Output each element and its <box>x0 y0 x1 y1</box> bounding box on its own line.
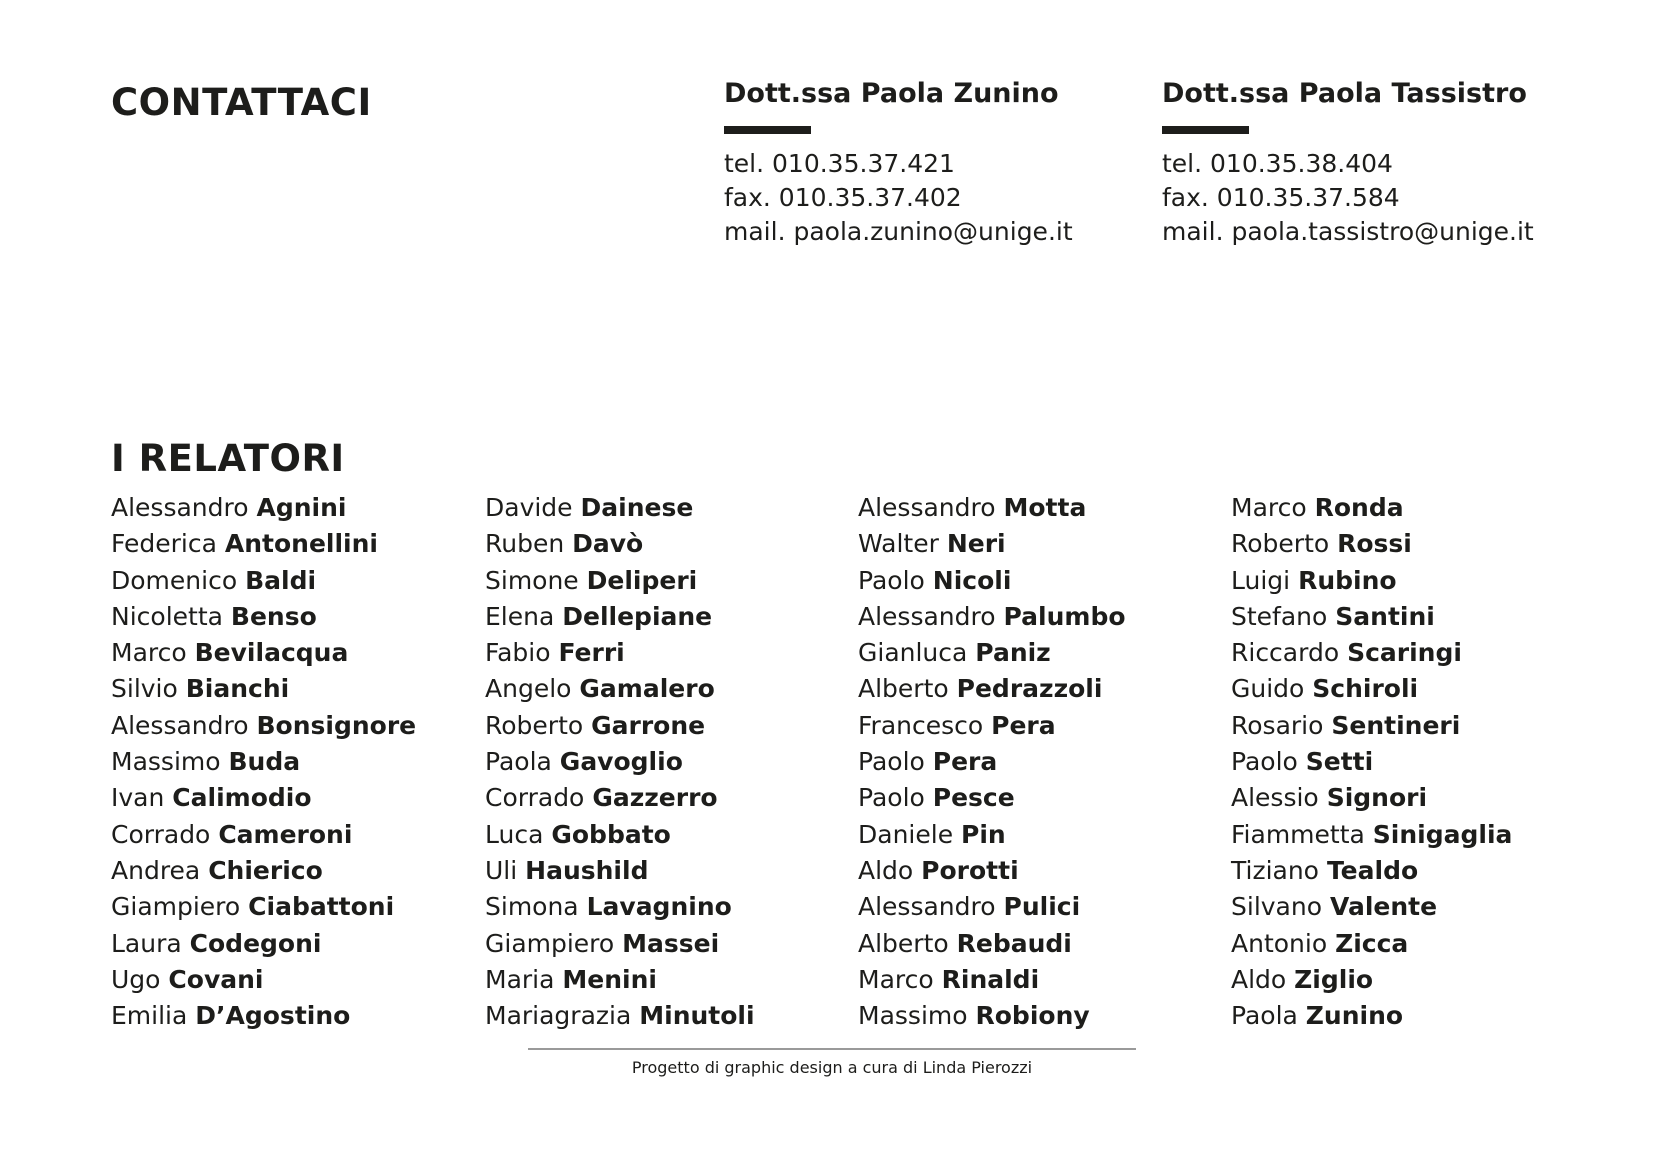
speaker-last-name: Gamalero <box>579 674 715 704</box>
speaker-first-name: Alberto <box>858 928 949 958</box>
speaker-last-name: Davò <box>572 529 644 559</box>
speaker-item <box>485 599 755 635</box>
speaker-last-name: Robiony <box>975 1001 1090 1031</box>
speaker-first-name: Luigi <box>1231 565 1291 595</box>
speaker-first-name: Alessandro <box>858 892 996 922</box>
speaker-item <box>111 599 416 635</box>
speaker-item <box>485 962 755 998</box>
speaker-item <box>858 962 1126 998</box>
speaker-item <box>111 962 416 998</box>
speaker-item <box>111 671 416 707</box>
speaker-item <box>485 817 755 853</box>
speaker-first-name: Alessandro <box>111 710 249 740</box>
speaker-item <box>485 889 755 925</box>
contact-phone: tel. 010.35.38.404 <box>1162 149 1393 178</box>
speaker-last-name: Garrone <box>591 710 706 740</box>
speaker-last-name: Buda <box>228 747 301 777</box>
speaker-last-name: Porotti <box>921 855 1019 885</box>
speaker-item <box>111 490 416 526</box>
speaker-item <box>485 708 755 744</box>
speaker-last-name: Minutoli <box>639 1001 755 1031</box>
speaker-last-name: Palumbo <box>1003 601 1126 631</box>
speaker-last-name: Pesce <box>932 783 1015 813</box>
speaker-last-name: Nicoli <box>932 565 1012 595</box>
speaker-last-name: Codegoni <box>189 928 322 958</box>
speaker-item <box>111 744 416 780</box>
speaker-first-name: Andrea <box>111 855 201 885</box>
speaker-first-name: Massimo <box>111 747 221 777</box>
speaker-item <box>1231 780 1512 816</box>
speaker-item <box>1231 599 1512 635</box>
speaker-item <box>1231 563 1512 599</box>
speaker-last-name: Dainese <box>580 493 694 522</box>
speaker-item <box>858 780 1126 816</box>
speaker-item <box>858 889 1126 925</box>
contact-card-tassistro <box>1162 80 1534 249</box>
speaker-first-name: Silvio <box>111 674 178 704</box>
speaker-item <box>858 853 1126 889</box>
speakers-column-4 <box>1231 490 1512 1034</box>
speaker-first-name: Giampiero <box>485 928 615 958</box>
speaker-first-name: Alessandro <box>858 601 996 631</box>
speaker-item <box>1231 671 1512 707</box>
speaker-first-name: Stefano <box>1231 601 1328 631</box>
speaker-first-name: Alessio <box>1231 783 1319 813</box>
speaker-first-name: Laura <box>111 928 182 958</box>
speaker-last-name: Menini <box>562 964 657 994</box>
contact-name: Dott.ssa Paola Zunino <box>724 78 1059 109</box>
speaker-item <box>111 926 416 962</box>
speaker-first-name: Aldo <box>1231 964 1287 994</box>
speaker-item <box>485 526 755 562</box>
speaker-first-name: Paolo <box>858 783 925 813</box>
speaker-last-name: Motta <box>1003 493 1087 522</box>
speaker-first-name: Federica <box>111 529 217 559</box>
speaker-first-name: Roberto <box>1231 529 1330 559</box>
contact-card-zunino <box>724 80 1073 249</box>
speaker-item <box>111 780 416 816</box>
speaker-item <box>111 817 416 853</box>
speaker-item <box>858 490 1126 526</box>
speaker-first-name: Aldo <box>858 855 914 885</box>
speaker-last-name: Paniz <box>975 638 1051 668</box>
contact-fax: fax. 010.35.37.402 <box>724 183 962 212</box>
speaker-last-name: Deliperi <box>586 565 698 595</box>
speaker-first-name: Silvano <box>1231 892 1323 922</box>
speaker-first-name: Daniele <box>858 819 954 849</box>
speaker-last-name: Scaringi <box>1347 638 1462 668</box>
speaker-last-name: Santini <box>1335 601 1435 631</box>
speaker-last-name: Bianchi <box>185 674 290 704</box>
speaker-first-name: Paola <box>485 747 552 777</box>
speaker-last-name: Bevilacqua <box>194 638 349 668</box>
speakers-section-title: I RELATORI <box>111 437 345 480</box>
contact-underline-bar <box>1162 126 1249 134</box>
speaker-first-name: Corrado <box>485 783 585 813</box>
speaker-item <box>485 635 755 671</box>
speaker-first-name: Elena <box>485 601 555 631</box>
speaker-item <box>1231 998 1512 1034</box>
speaker-item <box>485 563 755 599</box>
speaker-last-name: Sentineri <box>1331 710 1461 740</box>
speaker-last-name: Pera <box>991 710 1056 740</box>
speaker-first-name: Alberto <box>858 674 949 704</box>
speaker-item <box>485 926 755 962</box>
speaker-last-name: Benso <box>230 601 317 631</box>
speaker-item <box>1231 744 1512 780</box>
speaker-item <box>858 671 1126 707</box>
speaker-item <box>485 853 755 889</box>
speaker-first-name: Alessandro <box>111 493 249 522</box>
contact-fax: fax. 010.35.37.584 <box>1162 183 1400 212</box>
speaker-last-name: Rossi <box>1337 529 1412 559</box>
speaker-last-name: Tealdo <box>1326 855 1419 885</box>
speaker-first-name: Paolo <box>858 565 925 595</box>
speaker-first-name: Davide <box>485 493 573 522</box>
speaker-item <box>111 526 416 562</box>
speaker-item <box>858 635 1126 671</box>
speaker-first-name: Fiammetta <box>1231 819 1365 849</box>
speaker-first-name: Fabio <box>485 638 551 668</box>
speaker-last-name: Gavoglio <box>559 747 683 777</box>
speaker-item <box>111 635 416 671</box>
speaker-last-name: Haushild <box>525 855 649 885</box>
speaker-item <box>111 853 416 889</box>
speaker-last-name: Pin <box>961 819 1006 849</box>
speaker-item <box>1231 926 1512 962</box>
speaker-item <box>111 708 416 744</box>
speaker-last-name: Pedrazzoli <box>956 674 1103 704</box>
speaker-last-name: Zunino <box>1305 1001 1404 1031</box>
speaker-item <box>1231 526 1512 562</box>
speaker-item <box>485 490 755 526</box>
speaker-first-name: Marco <box>858 964 934 994</box>
speaker-item <box>858 599 1126 635</box>
speaker-first-name: Riccardo <box>1231 638 1340 668</box>
speaker-last-name: Pera <box>932 747 998 777</box>
speakers-column-3 <box>858 490 1126 1034</box>
speaker-last-name: Baldi <box>245 565 317 595</box>
speaker-last-name: Setti <box>1305 747 1374 777</box>
speaker-last-name: Bonsignore <box>256 710 417 740</box>
speaker-item <box>1231 853 1512 889</box>
speaker-item <box>1231 635 1512 671</box>
contact-email: mail. paola.zunino@unige.it <box>724 217 1073 246</box>
speaker-first-name: Maria <box>485 964 555 994</box>
speaker-item <box>485 744 755 780</box>
speaker-last-name: Ziglio <box>1294 964 1374 994</box>
speaker-last-name: Schiroli <box>1312 674 1419 704</box>
speakers-column-1 <box>111 490 416 1034</box>
speaker-first-name: Corrado <box>111 819 211 849</box>
speaker-last-name: Gazzerro <box>592 783 718 813</box>
speaker-first-name: Ivan <box>111 783 165 813</box>
speaker-first-name: Nicoletta <box>111 601 223 631</box>
speaker-last-name: Pulici <box>1003 892 1081 922</box>
speaker-last-name: Agnini <box>256 493 347 522</box>
speaker-item <box>485 671 755 707</box>
speaker-last-name: Chierico <box>208 855 323 885</box>
speaker-item <box>858 744 1126 780</box>
speaker-first-name: Marco <box>111 638 187 668</box>
speaker-last-name: Dellepiane <box>562 601 713 631</box>
speaker-first-name: Uli <box>485 855 518 885</box>
speaker-first-name: Paola <box>1231 1001 1298 1031</box>
speaker-last-name: Neri <box>946 529 1006 559</box>
speaker-item <box>858 526 1126 562</box>
speaker-last-name: Rebaudi <box>956 928 1072 958</box>
speaker-item <box>858 926 1126 962</box>
footer-divider <box>528 1048 1136 1050</box>
speaker-first-name: Mariagrazia <box>485 1001 632 1031</box>
speaker-item <box>858 563 1126 599</box>
speaker-first-name: Angelo <box>485 674 572 704</box>
speaker-last-name: Signori <box>1326 783 1428 813</box>
speaker-last-name: Rinaldi <box>941 964 1040 994</box>
speaker-last-name: Antonellini <box>224 529 378 559</box>
speaker-last-name: Zicca <box>1335 928 1409 958</box>
speaker-first-name: Emilia <box>111 1001 188 1031</box>
speaker-first-name: Antonio <box>1231 928 1328 958</box>
speaker-first-name: Gianluca <box>858 638 968 668</box>
speaker-item <box>111 563 416 599</box>
speaker-last-name: Valente <box>1329 892 1438 922</box>
speaker-item <box>1231 889 1512 925</box>
speaker-item <box>858 708 1126 744</box>
speaker-first-name: Rosario <box>1231 710 1324 740</box>
speaker-first-name: Simone <box>485 565 579 595</box>
contact-name: Dott.ssa Paola Tassistro <box>1162 78 1527 109</box>
speaker-last-name: Massei <box>622 928 720 958</box>
speaker-first-name: Paolo <box>1231 747 1298 777</box>
speaker-first-name: Francesco <box>858 710 984 740</box>
speaker-item <box>485 780 755 816</box>
speaker-item <box>1231 708 1512 744</box>
speaker-first-name: Domenico <box>111 565 238 595</box>
contact-section-title: CONTATTACI <box>111 81 372 124</box>
speaker-first-name: Luca <box>485 819 544 849</box>
contact-phone: tel. 010.35.37.421 <box>724 149 955 178</box>
speaker-first-name: Giampiero <box>111 892 241 922</box>
speaker-last-name: Gobbato <box>551 819 671 849</box>
speaker-item <box>485 998 755 1034</box>
speaker-item <box>1231 817 1512 853</box>
speaker-first-name: Marco <box>1231 493 1307 522</box>
speaker-item <box>111 998 416 1034</box>
contact-underline-bar <box>724 126 811 134</box>
speaker-first-name: Massimo <box>858 1001 968 1031</box>
speaker-last-name: Cameroni <box>218 819 353 849</box>
speaker-last-name: D’Agostino <box>195 1001 351 1031</box>
speaker-item <box>858 998 1126 1034</box>
speaker-last-name: Rubino <box>1298 565 1397 595</box>
speaker-last-name: Ciabattoni <box>248 892 395 922</box>
speaker-last-name: Ronda <box>1314 493 1404 522</box>
speaker-last-name: Calimodio <box>172 783 312 813</box>
speaker-last-name: Ferri <box>558 638 625 668</box>
speaker-first-name: Simona <box>485 892 579 922</box>
speaker-last-name: Sinigaglia <box>1372 819 1513 849</box>
speaker-first-name: Roberto <box>485 710 584 740</box>
speaker-first-name: Ugo <box>111 964 161 994</box>
speaker-item <box>858 817 1126 853</box>
contact-email: mail. paola.tassistro@unige.it <box>1162 217 1534 246</box>
speaker-last-name: Lavagnino <box>586 892 732 922</box>
speaker-item <box>1231 962 1512 998</box>
speaker-first-name: Walter <box>858 529 939 559</box>
speaker-item <box>111 889 416 925</box>
speaker-last-name: Covani <box>168 964 264 994</box>
speaker-first-name: Guido <box>1231 674 1305 704</box>
speaker-first-name: Paolo <box>858 747 925 777</box>
speaker-first-name: Ruben <box>485 529 565 559</box>
speaker-first-name: Tiziano <box>1231 855 1319 885</box>
footer-credit: Progetto di graphic design a cura di Linda Pierozzi <box>631 1058 1033 1077</box>
speakers-column-2 <box>485 490 755 1034</box>
speaker-item <box>1231 490 1512 526</box>
speaker-first-name: Alessandro <box>858 493 996 522</box>
